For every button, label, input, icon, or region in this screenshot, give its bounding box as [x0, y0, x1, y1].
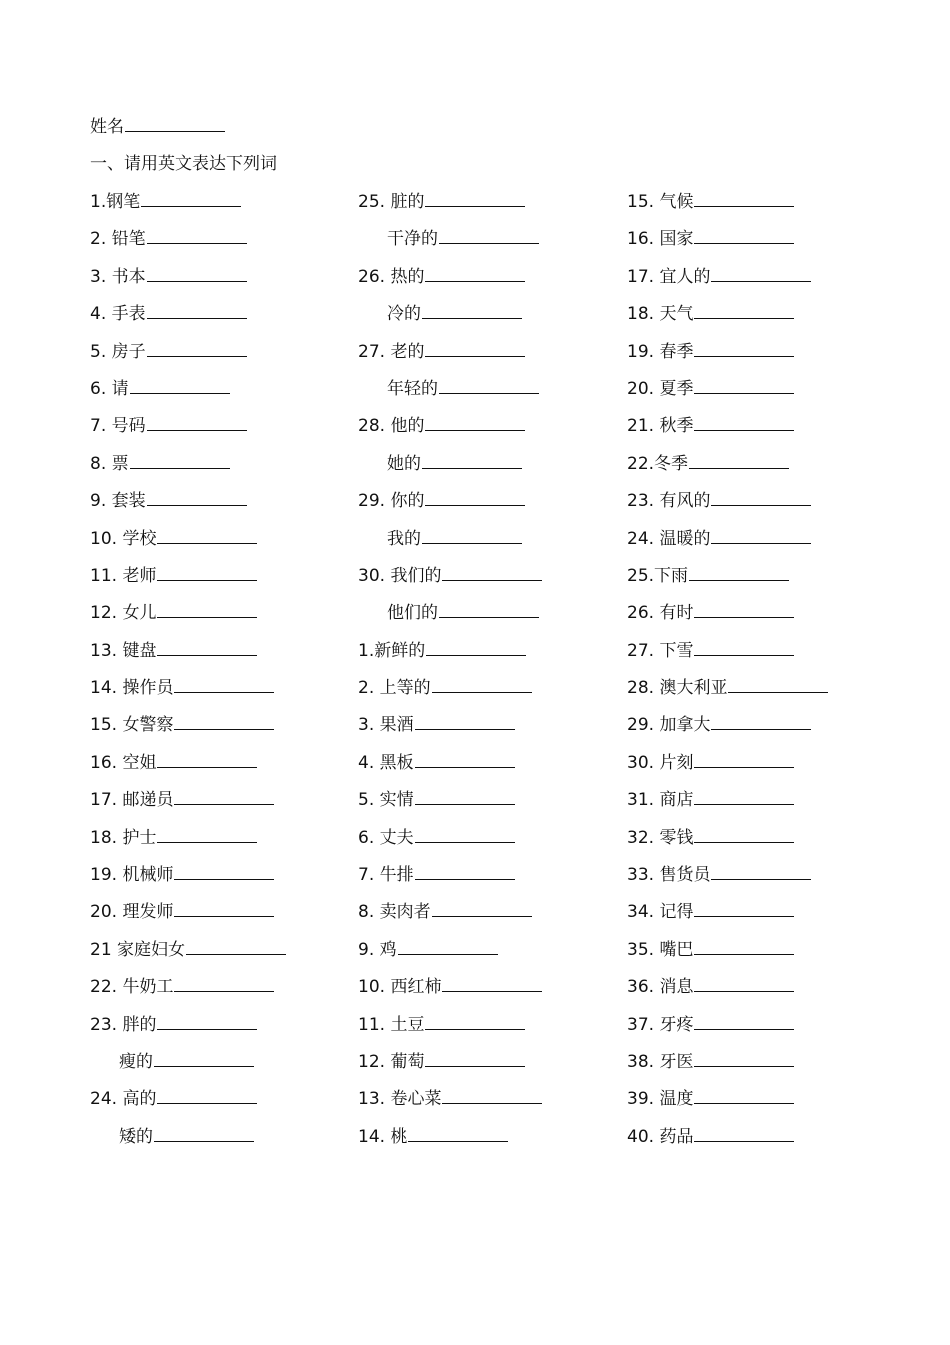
answer-blank[interactable]: [174, 715, 274, 730]
answer-blank[interactable]: [426, 641, 526, 656]
vocab-prompt: 38. 牙医: [627, 1051, 694, 1072]
vocab-prompt: 29. 加拿大: [627, 715, 711, 736]
vocab-item: [90, 1048, 286, 1085]
vocab-item: [90, 338, 286, 375]
vocab-item: [358, 936, 542, 973]
answer-blank[interactable]: [130, 454, 230, 469]
vocab-item: [90, 824, 286, 861]
vocab-prompt: 13. 键盘: [90, 640, 157, 661]
vocab-item: [358, 375, 542, 412]
vocab-item: [627, 487, 828, 524]
vocab-item: [90, 487, 286, 524]
vocab-prompt: 4. 手表: [90, 304, 146, 325]
answer-blank[interactable]: [694, 641, 794, 656]
answer-blank[interactable]: [174, 678, 274, 693]
vocab-item: [358, 1085, 542, 1122]
answer-blank[interactable]: [157, 641, 257, 656]
answer-blank[interactable]: [711, 865, 811, 880]
vocab-item: [627, 562, 828, 599]
answer-blank[interactable]: [694, 1127, 794, 1142]
name-blank[interactable]: [125, 117, 225, 132]
vocab-prompt: 19. 机械师: [90, 865, 174, 886]
vocab-prompt: 36. 消息: [627, 977, 694, 998]
vocab-item: [90, 1011, 286, 1048]
vocab-item: [358, 1011, 542, 1048]
vocab-prompt: 矮的: [119, 1126, 153, 1147]
vocab-item: [627, 973, 828, 1010]
vocab-column-1: [90, 188, 286, 1160]
vocab-prompt: 11. 老师: [90, 565, 157, 586]
vocab-item: [627, 300, 828, 337]
vocab-prompt: 28. 他的: [358, 416, 425, 437]
answer-blank[interactable]: [415, 828, 515, 843]
answer-blank[interactable]: [442, 1089, 542, 1104]
answer-blank[interactable]: [408, 1127, 508, 1142]
answer-blank[interactable]: [694, 902, 794, 917]
vocab-item: [358, 674, 542, 711]
vocab-prompt: 瘦的: [119, 1051, 153, 1072]
vocab-item: [90, 450, 286, 487]
answer-blank[interactable]: [694, 828, 794, 843]
vocab-prompt: 16. 空姐: [90, 752, 157, 773]
answer-blank[interactable]: [711, 715, 811, 730]
vocab-prompt: 3. 书本: [90, 266, 146, 287]
vocab-item: [90, 188, 286, 225]
vocab-prompt: 17. 宜人的: [627, 266, 711, 287]
vocab-prompt: 12. 葡萄: [358, 1051, 425, 1072]
vocab-prompt: 我的: [387, 528, 421, 549]
answer-blank[interactable]: [694, 1052, 794, 1067]
vocab-item: [358, 1123, 542, 1160]
answer-blank[interactable]: [174, 902, 274, 917]
answer-blank[interactable]: [157, 753, 257, 768]
vocab-item: [358, 487, 542, 524]
answer-blank[interactable]: [442, 566, 542, 581]
vocab-item: [627, 824, 828, 861]
answer-blank[interactable]: [439, 229, 539, 244]
vocab-item: [627, 188, 828, 225]
vocab-prompt: 13. 卷心菜: [358, 1089, 442, 1110]
vocab-item: [358, 973, 542, 1010]
answer-blank[interactable]: [174, 977, 274, 992]
answer-blank[interactable]: [694, 940, 794, 955]
vocab-item: [90, 375, 286, 412]
vocab-item: [90, 674, 286, 711]
vocab-item: [627, 786, 828, 823]
vocab-prompt: 20. 夏季: [627, 378, 694, 399]
vocab-item: [358, 786, 542, 823]
vocab-prompt: 干净的: [387, 229, 438, 250]
vocab-prompt: 20. 理发师: [90, 902, 174, 923]
vocab-prompt: 10. 学校: [90, 528, 157, 549]
vocab-prompt: 2. 铅笔: [90, 229, 146, 250]
vocab-column-2: [358, 188, 542, 1160]
vocab-item: [90, 786, 286, 823]
vocab-item: [90, 599, 286, 636]
vocab-prompt: 5. 房子: [90, 341, 146, 362]
vocab-item: [90, 263, 286, 300]
vocab-prompt: 4. 黑板: [358, 752, 414, 773]
answer-blank[interactable]: [694, 342, 794, 357]
answer-blank[interactable]: [694, 1089, 794, 1104]
answer-blank[interactable]: [694, 416, 794, 431]
answer-blank[interactable]: [130, 379, 230, 394]
name-label: 姓名: [90, 117, 124, 137]
vocab-prompt: 10. 西红柿: [358, 977, 442, 998]
vocab-item: [90, 898, 286, 935]
vocab-item: [358, 188, 542, 225]
vocab-item: [627, 749, 828, 786]
vocab-item: [627, 450, 828, 487]
vocab-item: [358, 1048, 542, 1085]
vocab-item: [627, 525, 828, 562]
vocab-prompt: 17. 邮递员: [90, 790, 174, 811]
vocab-prompt: 5. 实情: [358, 790, 414, 811]
vocab-prompt: 39. 温度: [627, 1089, 694, 1110]
answer-blank[interactable]: [415, 753, 515, 768]
answer-blank[interactable]: [174, 865, 274, 880]
vocab-prompt: 23. 胖的: [90, 1014, 157, 1035]
vocab-prompt: 15. 女警察: [90, 715, 174, 736]
vocab-prompt: 33. 售货员: [627, 865, 711, 886]
answer-blank[interactable]: [694, 977, 794, 992]
answer-blank[interactable]: [174, 790, 274, 805]
answer-blank[interactable]: [728, 678, 828, 693]
vocab-item: [358, 525, 542, 562]
vocab-prompt: 1.钢笔: [90, 192, 141, 212]
vocab-prompt: 30. 片刻: [627, 752, 694, 773]
vocab-item: [90, 525, 286, 562]
vocab-item: [627, 1048, 828, 1085]
answer-blank[interactable]: [422, 529, 522, 544]
vocab-item: [627, 1123, 828, 1160]
answer-blank[interactable]: [147, 229, 247, 244]
answer-blank[interactable]: [157, 566, 257, 581]
answer-blank[interactable]: [147, 491, 247, 506]
vocab-prompt: 40. 药品: [627, 1126, 694, 1147]
vocab-item: [358, 711, 542, 748]
vocab-prompt: 22. 牛奶工: [90, 977, 174, 998]
vocab-prompt: 35. 嘴巴: [627, 939, 694, 960]
answer-blank[interactable]: [415, 715, 515, 730]
vocab-item: [627, 637, 828, 674]
vocab-prompt: 24. 高的: [90, 1089, 157, 1110]
answer-blank[interactable]: [157, 603, 257, 618]
vocab-prompt: 15. 气候: [627, 192, 694, 212]
vocab-prompt: 14. 操作员: [90, 678, 174, 699]
answer-blank[interactable]: [694, 790, 794, 805]
answer-blank[interactable]: [439, 379, 539, 394]
answer-blank[interactable]: [425, 1015, 525, 1030]
vocab-prompt: 31. 商店: [627, 790, 694, 811]
answer-blank[interactable]: [425, 192, 525, 207]
answer-blank[interactable]: [694, 192, 794, 207]
vocab-item: [90, 412, 286, 449]
vocab-item: [358, 562, 542, 599]
vocab-prompt: 12. 女儿: [90, 603, 157, 624]
vocab-item: [627, 263, 828, 300]
vocab-item: [627, 375, 828, 412]
vocab-item: [627, 338, 828, 375]
vocab-prompt: 冷的: [387, 304, 421, 325]
vocab-prompt: 28. 澳大利亚: [627, 678, 728, 699]
answer-blank[interactable]: [711, 529, 811, 544]
answer-blank[interactable]: [147, 304, 247, 319]
vocab-item: [358, 300, 542, 337]
vocab-prompt: 34. 记得: [627, 902, 694, 923]
vocab-item: [90, 225, 286, 262]
vocab-item: [627, 711, 828, 748]
vocab-prompt: 18. 天气: [627, 304, 694, 325]
vocab-prompt: 21. 秋季: [627, 416, 694, 437]
answer-blank[interactable]: [694, 304, 794, 319]
vocab-item: [627, 225, 828, 262]
vocab-prompt: 8. 票: [90, 453, 129, 474]
vocab-prompt: 27. 老的: [358, 341, 425, 362]
answer-blank[interactable]: [157, 828, 257, 843]
section-heading: 一、请用英文表达下列词: [90, 154, 277, 174]
vocab-prompt: 26. 热的: [358, 266, 425, 287]
vocab-prompt: 25. 脏的: [358, 192, 425, 212]
vocab-item: [90, 1085, 286, 1122]
answer-blank[interactable]: [157, 529, 257, 544]
answer-blank[interactable]: [689, 454, 789, 469]
vocab-prompt: 他们的: [387, 603, 438, 624]
vocab-prompt: 19. 春季: [627, 341, 694, 362]
vocab-item: [627, 1011, 828, 1048]
vocab-prompt: 30. 我们的: [358, 565, 442, 586]
vocab-prompt: 7. 号码: [90, 416, 146, 437]
vocab-prompt: 8. 卖肉者: [358, 902, 431, 923]
vocab-item: [358, 412, 542, 449]
answer-blank[interactable]: [154, 1127, 254, 1142]
vocab-item: [358, 450, 542, 487]
vocab-item: [358, 263, 542, 300]
vocab-prompt: 9. 鸡: [358, 939, 397, 960]
vocab-item: [627, 861, 828, 898]
vocab-item: [90, 861, 286, 898]
answer-blank[interactable]: [147, 267, 247, 282]
answer-blank[interactable]: [442, 977, 542, 992]
vocab-item: [358, 599, 542, 636]
vocab-item: [90, 1123, 286, 1160]
vocab-item: [90, 711, 286, 748]
vocab-item: [627, 412, 828, 449]
vocab-prompt: 26. 有时: [627, 603, 694, 624]
answer-blank[interactable]: [425, 416, 525, 431]
vocab-prompt: 18. 护士: [90, 827, 157, 848]
answer-blank[interactable]: [694, 753, 794, 768]
vocab-item: [358, 338, 542, 375]
student-name-line: [90, 115, 225, 139]
vocab-prompt: 27. 下雪: [627, 640, 694, 661]
answer-blank[interactable]: [398, 940, 498, 955]
vocab-prompt: 她的: [387, 453, 421, 474]
vocab-prompt: 14. 桃: [358, 1126, 408, 1147]
answer-blank[interactable]: [432, 678, 532, 693]
answer-blank[interactable]: [425, 1052, 525, 1067]
vocab-prompt: 6. 请: [90, 378, 129, 399]
vocab-item: [358, 824, 542, 861]
answer-blank[interactable]: [422, 304, 522, 319]
vocab-prompt: 25.下雨: [627, 565, 689, 586]
vocab-item: [90, 936, 286, 973]
answer-blank[interactable]: [711, 491, 811, 506]
vocab-prompt: 22.冬季: [627, 453, 689, 474]
answer-blank[interactable]: [157, 1089, 257, 1104]
answer-blank[interactable]: [432, 902, 532, 917]
vocab-column-3: [627, 188, 828, 1160]
vocab-item: [90, 562, 286, 599]
answer-blank[interactable]: [711, 267, 811, 282]
vocab-prompt: 11. 土豆: [358, 1014, 425, 1035]
vocab-prompt: 23. 有风的: [627, 491, 711, 512]
vocab-item: [358, 898, 542, 935]
vocab-item: [358, 225, 542, 262]
answer-blank[interactable]: [425, 267, 525, 282]
answer-blank[interactable]: [186, 940, 286, 955]
answer-blank[interactable]: [147, 416, 247, 431]
vocab-prompt: 24. 温暖的: [627, 528, 711, 549]
vocab-item: [90, 637, 286, 674]
vocab-prompt: 16. 国家: [627, 229, 694, 250]
answer-blank[interactable]: [439, 603, 539, 618]
answer-blank[interactable]: [694, 229, 794, 244]
vocab-prompt: 2. 上等的: [358, 678, 431, 699]
answer-blank[interactable]: [147, 342, 247, 357]
vocab-item: [90, 973, 286, 1010]
vocab-prompt: 3. 果酒: [358, 715, 414, 736]
vocab-item: [627, 599, 828, 636]
answer-blank[interactable]: [415, 865, 515, 880]
vocab-item: [627, 1085, 828, 1122]
vocab-prompt: 21 家庭妇女: [90, 939, 186, 960]
answer-blank[interactable]: [689, 566, 789, 581]
vocab-prompt: 32. 零钱: [627, 827, 694, 848]
vocab-item: [627, 898, 828, 935]
answer-blank[interactable]: [694, 603, 794, 618]
answer-blank[interactable]: [694, 1015, 794, 1030]
vocab-prompt: 1.新鲜的: [358, 640, 426, 661]
vocab-item: [627, 674, 828, 711]
vocab-prompt: 9. 套装: [90, 491, 146, 512]
answer-blank[interactable]: [425, 342, 525, 357]
vocab-item: [358, 637, 542, 674]
vocab-item: [358, 749, 542, 786]
answer-blank[interactable]: [422, 454, 522, 469]
vocab-item: [627, 936, 828, 973]
answer-blank[interactable]: [425, 491, 525, 506]
vocab-item: [358, 861, 542, 898]
vocab-prompt: 6. 丈夫: [358, 827, 414, 848]
vocab-prompt: 37. 牙疼: [627, 1014, 694, 1035]
vocab-item: [90, 300, 286, 337]
vocab-prompt: 7. 牛排: [358, 865, 414, 886]
answer-blank[interactable]: [694, 379, 794, 394]
vocab-item: [90, 749, 286, 786]
answer-blank[interactable]: [154, 1052, 254, 1067]
answer-blank[interactable]: [415, 790, 515, 805]
vocab-prompt: 29. 你的: [358, 491, 425, 512]
vocab-prompt: 年轻的: [387, 378, 438, 399]
answer-blank[interactable]: [141, 192, 241, 207]
answer-blank[interactable]: [157, 1015, 257, 1030]
